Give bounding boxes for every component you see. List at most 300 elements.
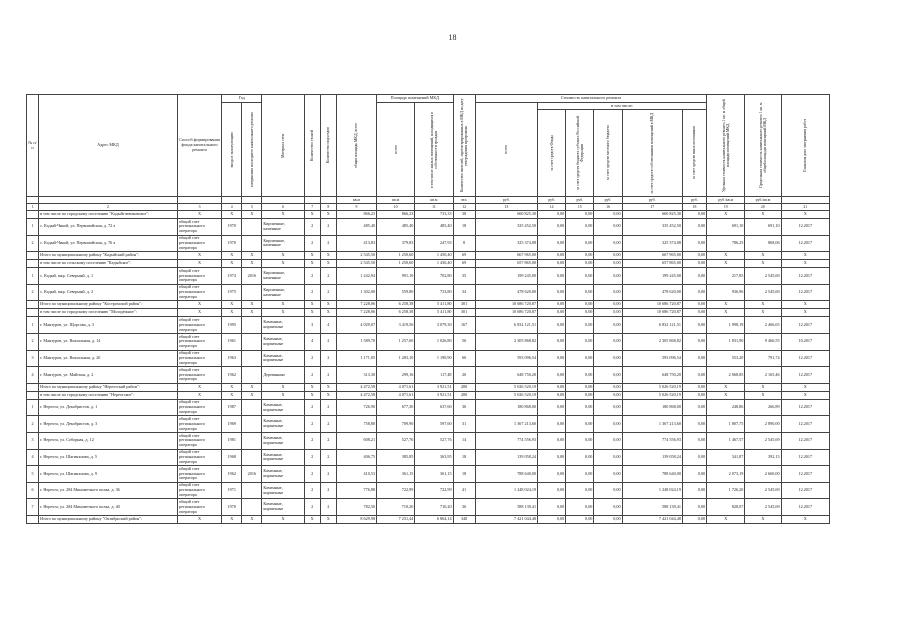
table-cell: 36 bbox=[453, 499, 475, 516]
table-cell: X bbox=[304, 515, 320, 523]
table-cell: 0,00 bbox=[594, 432, 622, 449]
table-cell: 6 832 121,51 bbox=[475, 317, 537, 334]
table-cell: 2 bbox=[304, 219, 320, 236]
header-cost-owners-label: за счет средств собственников помещений в МКД bbox=[650, 112, 655, 194]
table-cell: 2 165,46 bbox=[745, 367, 781, 384]
header-address: Адрес МКД bbox=[39, 95, 178, 197]
table-cell: 41 bbox=[453, 482, 475, 499]
table-cell: 0,00 bbox=[594, 482, 622, 499]
table-cell: 4 472,58 bbox=[336, 391, 376, 399]
table-cell: 325 374,08 bbox=[622, 235, 682, 252]
table-cell: X bbox=[320, 383, 336, 391]
header-total-area bbox=[336, 95, 376, 197]
table-cell: 0,00 bbox=[566, 301, 594, 309]
repair-program-table bbox=[26, 94, 830, 524]
table-cell: X bbox=[781, 515, 829, 523]
table-cell: X bbox=[177, 391, 221, 399]
table-cell bbox=[242, 235, 262, 252]
table-cell: г. Мантуров, ул. Вокзальная, д. 14 bbox=[39, 333, 178, 350]
table-cell: 0,00 bbox=[566, 284, 594, 301]
table-cell: 1 171,05 bbox=[336, 350, 376, 367]
table-cell: 702,80 bbox=[415, 268, 453, 285]
table-cell: X bbox=[745, 301, 781, 309]
table-row bbox=[27, 219, 830, 236]
table-cell: 733,80 bbox=[415, 284, 453, 301]
table-cell: 5 411,80 bbox=[415, 309, 453, 317]
table-cell: 1 726,20 bbox=[707, 482, 745, 499]
table-cell: 593 096,54 bbox=[475, 350, 537, 367]
table-cell: 0,00 bbox=[594, 391, 622, 399]
table-cell: 2 bbox=[27, 235, 39, 252]
header-area-resid bbox=[415, 103, 453, 197]
table-cell: 0,00 bbox=[594, 317, 622, 334]
table-cell: в том числе по сельскому поселению "Кадыйское": bbox=[39, 260, 178, 268]
column-number-cell: 12 bbox=[453, 204, 475, 211]
table-cell: 1970 bbox=[222, 219, 242, 236]
table-cell: X bbox=[262, 260, 304, 268]
table-cell: 1995 bbox=[222, 317, 242, 334]
table-cell: Каменные, кирпичные bbox=[262, 416, 304, 433]
table-cell: 0,00 bbox=[594, 466, 622, 483]
unit-cell: кв.м bbox=[336, 197, 376, 204]
table-cell: 1970 bbox=[222, 499, 242, 516]
table-cell: 0,00 bbox=[538, 235, 566, 252]
header-cost-local-label: за счет средств местного бюджета bbox=[605, 125, 610, 181]
table-cell: X bbox=[242, 252, 262, 260]
table-cell: X bbox=[242, 301, 262, 309]
table-cell: X bbox=[222, 309, 242, 317]
table-cell: с. Кадый, мкр. Северный, д. 2 bbox=[39, 284, 178, 301]
table-cell: 5 bbox=[27, 466, 39, 483]
table-cell: 2 bbox=[27, 333, 39, 350]
table-cell: 2 bbox=[304, 416, 320, 433]
table-cell: 709,90 bbox=[377, 416, 415, 433]
table-cell: 1963 bbox=[222, 350, 242, 367]
table-cell: 0,00 bbox=[566, 219, 594, 236]
table-cell: 0,00 bbox=[566, 367, 594, 384]
table-cell: Каменные, кирпичные bbox=[262, 317, 304, 334]
table-cell: 1962 bbox=[222, 466, 242, 483]
table-cell: 2 305 868,82 bbox=[475, 333, 537, 350]
table-cell: 722,99 bbox=[377, 482, 415, 499]
column-number-cell: 4 bbox=[222, 204, 242, 211]
header-cost-owners bbox=[622, 110, 682, 197]
table-cell: 4 bbox=[320, 317, 336, 334]
table-cell: X bbox=[262, 309, 304, 317]
table-cell: 392,13 bbox=[745, 449, 781, 466]
table-cell: 0,00 bbox=[538, 219, 566, 236]
table-cell: 786,25 bbox=[707, 235, 745, 252]
table-cell: 10 686 720,87 bbox=[475, 309, 537, 317]
table-cell: 2 bbox=[320, 350, 336, 367]
table-cell: 6 832 121,51 bbox=[622, 317, 682, 334]
unit-cell: руб. bbox=[538, 197, 566, 204]
table-cell: X bbox=[320, 515, 336, 523]
table-cell: 0,00 bbox=[594, 301, 622, 309]
table-cell: 1 998,19 bbox=[707, 317, 745, 334]
table-row bbox=[27, 317, 830, 334]
table-row bbox=[27, 416, 830, 433]
table-cell: 12.2017 bbox=[781, 416, 829, 433]
unit-cell: руб. bbox=[682, 197, 706, 204]
table-cell: X bbox=[707, 260, 745, 268]
header-floors bbox=[304, 95, 320, 197]
table-cell: X bbox=[745, 391, 781, 399]
table-cell: X bbox=[781, 260, 829, 268]
table-cell: 12.2017 bbox=[781, 482, 829, 499]
table-cell: 1 bbox=[27, 317, 39, 334]
table-cell: X bbox=[242, 515, 262, 523]
table-cell: 167 bbox=[453, 317, 475, 334]
unit-cell bbox=[177, 197, 221, 204]
table-cell: 12.2017 bbox=[781, 399, 829, 416]
table-cell: 597,60 bbox=[415, 416, 453, 433]
header-entrances bbox=[320, 95, 336, 197]
table-cell: 0,00 bbox=[538, 432, 566, 449]
column-number-cell: 11 bbox=[415, 204, 453, 211]
header-cost-all bbox=[475, 103, 537, 197]
table-cell: 2 bbox=[320, 449, 336, 466]
table-cell: X bbox=[707, 515, 745, 523]
table-cell: 3 419,56 bbox=[377, 317, 415, 334]
table-cell bbox=[242, 399, 262, 416]
table-cell: Каменные, кирпичные bbox=[262, 399, 304, 416]
header-cost-fund-label: за счет средств Фонда bbox=[549, 135, 554, 171]
table-cell: 1 250,60 bbox=[377, 252, 415, 260]
header-cost-regional-label: за счет средств бюджета субъекта Российской Федерации bbox=[575, 115, 584, 191]
table-cell: 1970 bbox=[222, 235, 242, 252]
table-cell: 248,86 bbox=[707, 399, 745, 416]
table-cell: 0,00 bbox=[538, 284, 566, 301]
table-cell: г. Нерехта, ул. Декабристов, д. 1 bbox=[39, 399, 178, 416]
header-year-group: Год bbox=[222, 95, 262, 103]
table-cell: 1 248 024,19 bbox=[475, 482, 537, 499]
table-cell bbox=[27, 309, 39, 317]
table-cell: 485,40 bbox=[415, 219, 453, 236]
table-cell: X bbox=[242, 383, 262, 391]
table-cell: 361,15 bbox=[377, 466, 415, 483]
table-cell: 667 965,00 bbox=[622, 252, 682, 260]
table-cell: X bbox=[320, 211, 336, 219]
table-cell: 2 545,50 bbox=[336, 252, 376, 260]
table-cell: 12.2017 bbox=[781, 317, 829, 334]
header-num: № п/п bbox=[27, 95, 39, 197]
table-row bbox=[27, 333, 830, 350]
table-cell: 0,00 bbox=[538, 252, 566, 260]
table-cell: 5 026 520,19 bbox=[622, 391, 682, 399]
table-cell: 0,00 bbox=[538, 383, 566, 391]
unit-cell bbox=[304, 197, 320, 204]
table-cell bbox=[27, 260, 39, 268]
table-cell: 12.2017 bbox=[781, 284, 829, 301]
table-cell: общий счет регионального оператора bbox=[177, 268, 221, 285]
unit-cell bbox=[27, 197, 39, 204]
table-cell: 0,00 bbox=[538, 449, 566, 466]
table-cell: 0,00 bbox=[538, 367, 566, 384]
table-cell: X bbox=[304, 391, 320, 399]
table-cell: 1 807,75 bbox=[707, 416, 745, 433]
table-cell: 8 bbox=[453, 235, 475, 252]
table-cell: 0,00 bbox=[682, 350, 706, 367]
table-cell: 0,00 bbox=[566, 399, 594, 416]
table-cell: X bbox=[304, 309, 320, 317]
table-cell: 991,10 bbox=[377, 268, 415, 285]
table-cell: 0,00 bbox=[682, 235, 706, 252]
table-cell: 7 421 044,48 bbox=[475, 515, 537, 523]
table-cell: 20 bbox=[453, 367, 475, 384]
table-cell: 485,40 bbox=[336, 219, 376, 236]
subtotal-row bbox=[27, 252, 830, 260]
table-cell: 4 071,61 bbox=[377, 383, 415, 391]
table-cell: 2 bbox=[320, 482, 336, 499]
table-cell: X bbox=[304, 383, 320, 391]
table-cell: 0,00 bbox=[594, 235, 622, 252]
table-cell: 18 bbox=[453, 449, 475, 466]
table-cell: 2 545,69 bbox=[745, 432, 781, 449]
table-cell: 1975 bbox=[222, 284, 242, 301]
table-cell: с. Кадый-Чикой, ул. Первомайская, д. 72 а bbox=[39, 219, 178, 236]
header-unit-cost-label: Удельная стоимость капитального ремонта 1 кв. м общей площади помещений МКД bbox=[721, 99, 730, 192]
table-cell: 14 bbox=[453, 432, 475, 449]
table-cell: с. Кадый-Чикой, ул. Первомайская, д. 76 а bbox=[39, 235, 178, 252]
table-cell: в том числе по городскому поселению "Молодёжное": bbox=[39, 309, 178, 317]
column-number-cell: 15 bbox=[566, 204, 594, 211]
table-cell: 648 750,20 bbox=[475, 367, 537, 384]
table-cell: общий счет регионального оператора bbox=[177, 449, 221, 466]
table-cell: 1 250,60 bbox=[377, 260, 415, 268]
table-cell: 5 026 520,19 bbox=[475, 383, 537, 391]
table-cell: общий счет регионального оператора bbox=[177, 466, 221, 483]
table-cell bbox=[27, 515, 39, 523]
table-cell: г. Нерехта, ул. 284 Минометного полка, д. 40 bbox=[39, 499, 178, 516]
table-cell: 1 283,10 bbox=[377, 350, 415, 367]
column-number-cell: 8 bbox=[320, 204, 336, 211]
group-row bbox=[27, 260, 830, 268]
unit-cell: кв.м bbox=[377, 197, 415, 204]
table-cell: 0,00 bbox=[538, 268, 566, 285]
unit-cell: руб./кв.м bbox=[745, 197, 781, 204]
table-cell: 0,00 bbox=[594, 416, 622, 433]
table-cell: 0,00 bbox=[566, 333, 594, 350]
table-cell: 710,20 bbox=[415, 499, 453, 516]
table-cell: 0,00 bbox=[594, 309, 622, 317]
table-cell: 1 242,94 bbox=[336, 268, 376, 285]
table-cell: X bbox=[177, 309, 221, 317]
column-number-cell: 10 bbox=[377, 204, 415, 211]
table-cell: X bbox=[222, 383, 242, 391]
header-total-area-label: общая площадь МКД, всего bbox=[354, 122, 359, 169]
table-cell bbox=[242, 350, 262, 367]
table-cell: 69 bbox=[453, 252, 475, 260]
table-cell: X bbox=[707, 211, 745, 219]
table-row bbox=[27, 268, 830, 285]
table-cell: 200 bbox=[453, 391, 475, 399]
table-cell: 2 890,00 bbox=[745, 416, 781, 433]
table-cell: 35 bbox=[453, 268, 475, 285]
column-number-cell: 9 bbox=[336, 204, 376, 211]
table-cell: общий счет регионального оператора bbox=[177, 350, 221, 367]
table-cell: 0,00 bbox=[594, 367, 622, 384]
table-cell: 2 bbox=[304, 466, 320, 483]
table-cell: 2 bbox=[304, 367, 320, 384]
table-cell: 788 640,00 bbox=[475, 466, 537, 483]
table-cell: 0,00 bbox=[594, 350, 622, 367]
table-cell: 0,00 bbox=[566, 235, 594, 252]
table-cell: с. Кадый, мкр. Северный, д. 1 bbox=[39, 268, 178, 285]
subtotal-row bbox=[27, 301, 830, 309]
table-cell: 3 079,30 bbox=[415, 317, 453, 334]
table-cell: 0,00 bbox=[566, 211, 594, 219]
table-cell: 0,00 bbox=[682, 432, 706, 449]
table-cell: 0,00 bbox=[682, 252, 706, 260]
column-number-cell: 6 bbox=[262, 204, 304, 211]
table-cell: 637,60 bbox=[415, 399, 453, 416]
table-cell: 2 545,69 bbox=[745, 268, 781, 285]
table-cell: Каменные, кирпичные bbox=[262, 432, 304, 449]
page-number: 18 bbox=[448, 33, 457, 42]
table-cell: 657 865,00 bbox=[622, 260, 682, 268]
table-cell: 36 bbox=[453, 399, 475, 416]
table-cell: 0,00 bbox=[566, 317, 594, 334]
table-cell: г. Нерехта, ул. Шагинхнова, д. 9 bbox=[39, 466, 178, 483]
table-cell: 0,00 bbox=[682, 268, 706, 285]
table-cell: 1961 bbox=[222, 333, 242, 350]
table-cell: X bbox=[262, 383, 304, 391]
table-cell: X bbox=[781, 383, 829, 391]
table-cell: 2 bbox=[320, 499, 336, 516]
header-area-all-label: всего bbox=[393, 145, 398, 154]
table-cell: 782,50 bbox=[336, 499, 376, 516]
table-cell: 4 bbox=[27, 367, 39, 384]
table-cell bbox=[242, 416, 262, 433]
table-cell: 66 bbox=[453, 350, 475, 367]
table-cell: 4 071,61 bbox=[377, 391, 415, 399]
table-row bbox=[27, 449, 830, 466]
table-cell: 868,06 bbox=[745, 235, 781, 252]
table-cell: 866,23 bbox=[336, 211, 376, 219]
table-cell: 0,00 bbox=[682, 301, 706, 309]
table-cell: 0,00 bbox=[682, 399, 706, 416]
table-cell: X bbox=[304, 301, 320, 309]
column-number-cell: 19 bbox=[707, 204, 745, 211]
table-cell: 2 bbox=[304, 432, 320, 449]
table-cell: 0,00 bbox=[594, 399, 622, 416]
table-cell: 588 139,41 bbox=[622, 499, 682, 516]
table-cell: 9 466,55 bbox=[745, 333, 781, 350]
header-cost-local bbox=[594, 110, 622, 197]
table-cell: 2 545,69 bbox=[745, 499, 781, 516]
table-cell: 12.2017 bbox=[781, 350, 829, 367]
table-cell bbox=[242, 367, 262, 384]
table-cell: X bbox=[222, 391, 242, 399]
table-cell: 774 556,93 bbox=[622, 432, 682, 449]
group-row bbox=[27, 391, 830, 399]
column-number-cell: 5 bbox=[242, 204, 262, 211]
table-cell: X bbox=[707, 391, 745, 399]
header-cost-group: Стоимость капитального ремонта bbox=[475, 95, 706, 103]
table-cell: 1987 bbox=[222, 399, 242, 416]
column-number-cell: 7 bbox=[304, 204, 320, 211]
table-cell: 2 bbox=[320, 399, 336, 416]
unit-cell: руб./кв.м bbox=[707, 197, 745, 204]
table-cell: X bbox=[745, 309, 781, 317]
table-cell: 608,21 bbox=[336, 432, 376, 449]
table-cell: 139 058,24 bbox=[475, 449, 537, 466]
table-cell bbox=[27, 301, 39, 309]
table-cell: 325 374,08 bbox=[475, 235, 537, 252]
table-cell: 2 545,50 bbox=[336, 260, 376, 268]
table-cell: X bbox=[242, 211, 262, 219]
header-year-last bbox=[242, 103, 262, 197]
table-cell: 301 bbox=[453, 309, 475, 317]
table-cell: 2 bbox=[304, 482, 320, 499]
table-cell: г. Нерехта, ул. Соборная, д. 12 bbox=[39, 432, 178, 449]
table-cell: 2 bbox=[320, 416, 336, 433]
table-cell: г. Нерехта, ул. 284 Минометного полка, д. 36 bbox=[39, 482, 178, 499]
table-cell: 660 825,30 bbox=[475, 211, 537, 219]
table-row bbox=[27, 482, 830, 499]
table-cell bbox=[242, 317, 262, 334]
table-cell: X bbox=[177, 211, 221, 219]
table-cell: 406,75 bbox=[336, 449, 376, 466]
table-cell: 722,99 bbox=[415, 482, 453, 499]
table-cell: 5 026 520,19 bbox=[622, 383, 682, 391]
unit-cell bbox=[262, 197, 304, 204]
table-cell: 2 bbox=[27, 284, 39, 301]
table-cell: 1962 bbox=[222, 367, 242, 384]
table-cell: X bbox=[781, 391, 829, 399]
table-cell: X bbox=[781, 211, 829, 219]
table-cell: X bbox=[781, 309, 829, 317]
table-cell: общий счет регионального оператора bbox=[177, 219, 221, 236]
table-cell: 691,10 bbox=[745, 219, 781, 236]
table-cell: 1 831,90 bbox=[707, 333, 745, 350]
table-cell: X bbox=[707, 301, 745, 309]
table-cell bbox=[242, 449, 262, 466]
table-cell: 335 452,50 bbox=[622, 219, 682, 236]
table-cell: 7 231,44 bbox=[377, 515, 415, 523]
table-cell: 559,80 bbox=[377, 284, 415, 301]
column-number-cell: 13 bbox=[475, 204, 537, 211]
table-row bbox=[27, 350, 830, 367]
table-cell: 2 bbox=[320, 333, 336, 350]
table-cell: X bbox=[707, 252, 745, 260]
table-cell: X bbox=[745, 515, 781, 523]
table-cell: 1 367 213,60 bbox=[475, 416, 537, 433]
table-cell: Каменные, кирпичные bbox=[262, 499, 304, 516]
table-cell: 1968 bbox=[222, 449, 242, 466]
table-cell: 4 029,07 bbox=[336, 317, 376, 334]
table-cell: 0,00 bbox=[594, 383, 622, 391]
unit-cell: руб. bbox=[475, 197, 537, 204]
table-cell: 0,00 bbox=[538, 211, 566, 219]
table-cell: 588 139,41 bbox=[475, 499, 537, 516]
group-row bbox=[27, 309, 830, 317]
unit-cell: руб. bbox=[594, 197, 622, 204]
table-cell: 2 545,69 bbox=[745, 482, 781, 499]
table-cell: 199 245,00 bbox=[622, 268, 682, 285]
table-row bbox=[27, 399, 830, 416]
column-number-cell: 2 bbox=[39, 204, 178, 211]
table-cell: 485,40 bbox=[377, 219, 415, 236]
group-row bbox=[27, 211, 830, 219]
table-cell: общий счет регионального оператора bbox=[177, 399, 221, 416]
header-year-last-label: завершения последнего капитального ремонта bbox=[249, 111, 254, 188]
table-cell: 410,53 bbox=[336, 466, 376, 483]
table-cell: X bbox=[222, 252, 242, 260]
table-cell: 0,00 bbox=[682, 219, 706, 236]
table-cell: 758,80 bbox=[336, 416, 376, 433]
